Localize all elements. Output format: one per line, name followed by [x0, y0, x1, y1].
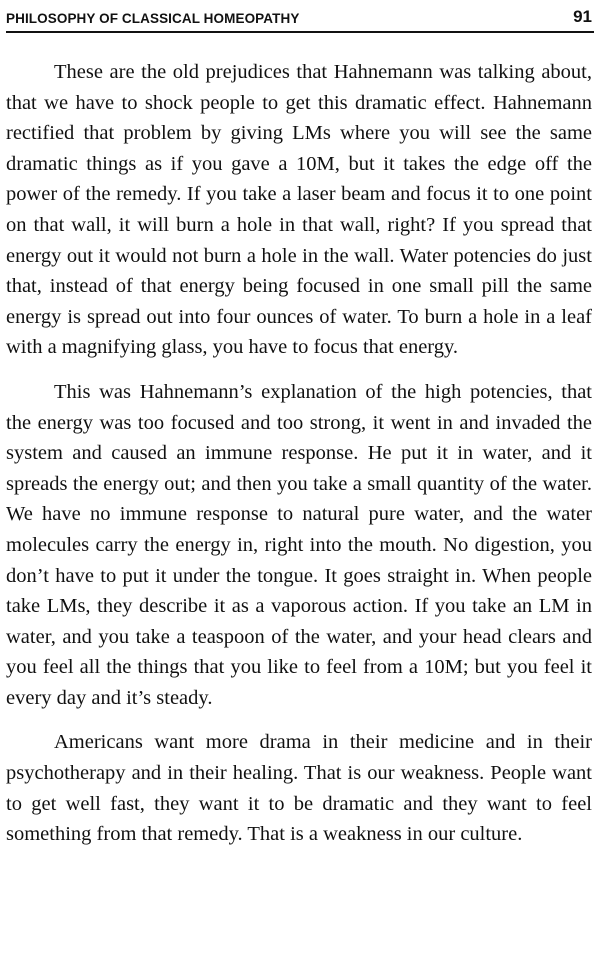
running-head	[6, 2, 594, 28]
running-head-title: PHILOSOPHY OF CLASSICAL HOMEOPATHY	[6, 11, 300, 26]
body-text	[6, 57, 592, 850]
page-number: 91	[573, 7, 592, 26]
paragraph-2: This was Hahnemann’s explanation of the high potencies, that the energy was too focused and too strong, it went in and invaded the system and caused an immune response. He put it in water, and it spreads the energy out; and then you take a small quantity of the water. We have no immune response to natural pure water, and the water molecules carry the energy in, right into the mouth. No digestion, you don’t have to put it under the tongue. It goes straight in. When people take LMs, they describe it as a vaporous action. If you take an LM in water, and you take a teaspoon of the water, and your head clears and you feel all the things that you like to feel from a 10M; but you feel it every day and it’s steady.	[6, 380, 592, 709]
paragraph-3: Americans want more drama in their medicine and in their psychotherapy and in their healing. That is our weakness. People want to get well fast, they want it to be dramatic and they want to feel something from that remedy. That is a weakness in our culture.	[6, 731, 592, 846]
header-rule	[6, 31, 594, 33]
paragraph-1: These are the old prejudices that Hahnemann was talking about, that we have to shock people to get this dramatic effect. Hahnemann rectified that problem by giving LMs where you will see the same dramatic things as if you gave a 10M, but it takes the edge off the power of the remedy. If you take a laser beam and focus it to one point on that wall, it will burn a hole in that wall, right? If you spread that energy out it would not burn a hole in the wall. Water potencies do just that, instead of that energy being focused in one small pill the same energy is spread out into four ounces of water. To burn a hole in a leaf with a magnifying glass, you have to focus that energy.	[6, 61, 592, 359]
